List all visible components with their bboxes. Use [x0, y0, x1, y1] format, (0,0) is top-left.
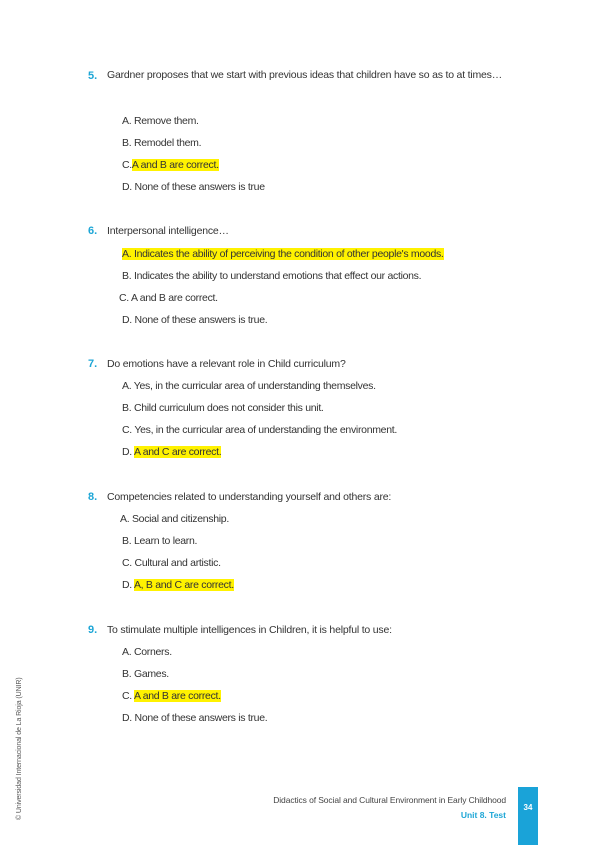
question-number: 5.	[88, 70, 98, 82]
option-prefix: B.	[122, 535, 132, 547]
question-number: 7.	[88, 358, 98, 370]
correct-answer-highlight: A, B and C are correct.	[133, 579, 234, 591]
correct-answer-highlight: A and C are correct.	[133, 446, 222, 458]
correct-answer-highlight: A and B are correct.	[131, 159, 219, 171]
option-text: Remove them.	[133, 115, 199, 127]
question-number: 8.	[88, 491, 98, 503]
option-prefix: D.	[122, 181, 132, 193]
option-d	[122, 314, 267, 326]
option-text: None of these answers is true.	[134, 314, 268, 326]
option-prefix: C.	[119, 292, 129, 304]
page-number-tab	[518, 787, 538, 845]
option-c	[119, 292, 218, 304]
option-text: None of these answers is true.	[134, 712, 268, 724]
question-number: 9.	[88, 624, 98, 636]
option-prefix: D.	[122, 314, 132, 326]
option-text: Remodel them.	[133, 137, 202, 149]
question-text: Interpersonal intelligence…	[107, 225, 229, 237]
option-d	[122, 579, 234, 591]
option-prefix: D.	[122, 579, 132, 591]
option-c	[122, 424, 397, 436]
option-prefix: B.	[122, 270, 132, 282]
option-a	[122, 248, 444, 260]
option-d	[122, 181, 265, 193]
option-a	[122, 380, 376, 392]
question-text: Do emotions have a relevant role in Child curriculum?	[107, 358, 346, 370]
option-d	[122, 712, 267, 724]
option-prefix: A.	[120, 513, 130, 525]
option-text: Indicates the ability of perceiving the condition of other people's moods.	[133, 248, 444, 260]
option-text: Child curriculum does not consider this unit.	[133, 402, 324, 414]
copyright-credit: © Universidad Internacional de La Rioja (UNIR)	[16, 677, 23, 820]
option-b	[122, 668, 169, 680]
option-prefix: B.	[122, 668, 132, 680]
correct-answer-highlight: A and B are correct.	[133, 690, 221, 702]
option-c	[122, 159, 219, 171]
option-a	[120, 513, 229, 525]
option-prefix: C.	[122, 690, 132, 702]
footer-course-title: Didactics of Social and Cultural Environment in Early Childhood	[273, 795, 506, 805]
option-prefix: B.	[122, 137, 132, 149]
option-prefix: C.	[122, 159, 132, 171]
option-a	[122, 115, 199, 127]
option-prefix: A.	[122, 248, 132, 260]
option-prefix: C.	[122, 557, 132, 569]
option-prefix: C.	[122, 424, 132, 436]
option-b	[122, 402, 324, 414]
option-text: Corners.	[133, 646, 172, 658]
option-text: Yes, in the curricular area of understanding the environment.	[134, 424, 397, 436]
option-text: Games.	[133, 668, 169, 680]
question-number: 6.	[88, 225, 98, 237]
option-c	[122, 557, 221, 569]
option-prefix: D.	[122, 712, 132, 724]
question-text: To stimulate multiple intelligences in Children, it is helpful to use:	[107, 624, 392, 636]
option-prefix: A.	[122, 646, 132, 658]
option-a	[122, 646, 172, 658]
option-prefix: A.	[122, 380, 132, 392]
option-text: Social and citizenship.	[131, 513, 229, 525]
option-text: None of these answers is true	[134, 181, 265, 193]
option-text: A and B are correct.	[130, 292, 218, 304]
option-b	[122, 270, 421, 282]
page-number: 34	[523, 803, 533, 812]
question-text: Gardner proposes that we start with previous ideas that children have so as to at times…	[107, 69, 503, 81]
option-text: Learn to learn.	[133, 535, 198, 547]
option-c	[122, 690, 221, 702]
footer-unit-label: Unit 8. Test	[460, 810, 506, 820]
question-text: Competencies related to understanding yourself and others are:	[107, 491, 392, 503]
option-text: Yes, in the curricular area of understanding themselves.	[133, 380, 376, 392]
option-b	[122, 137, 201, 149]
option-b	[122, 535, 197, 547]
option-prefix: B.	[122, 402, 132, 414]
option-d	[122, 446, 221, 458]
option-text: Indicates the ability to understand emotions that effect our actions.	[133, 270, 422, 282]
option-text: Cultural and artistic.	[134, 557, 221, 569]
option-prefix: D.	[122, 446, 132, 458]
option-prefix: A.	[122, 115, 132, 127]
correct-answer-highlight	[122, 248, 444, 260]
